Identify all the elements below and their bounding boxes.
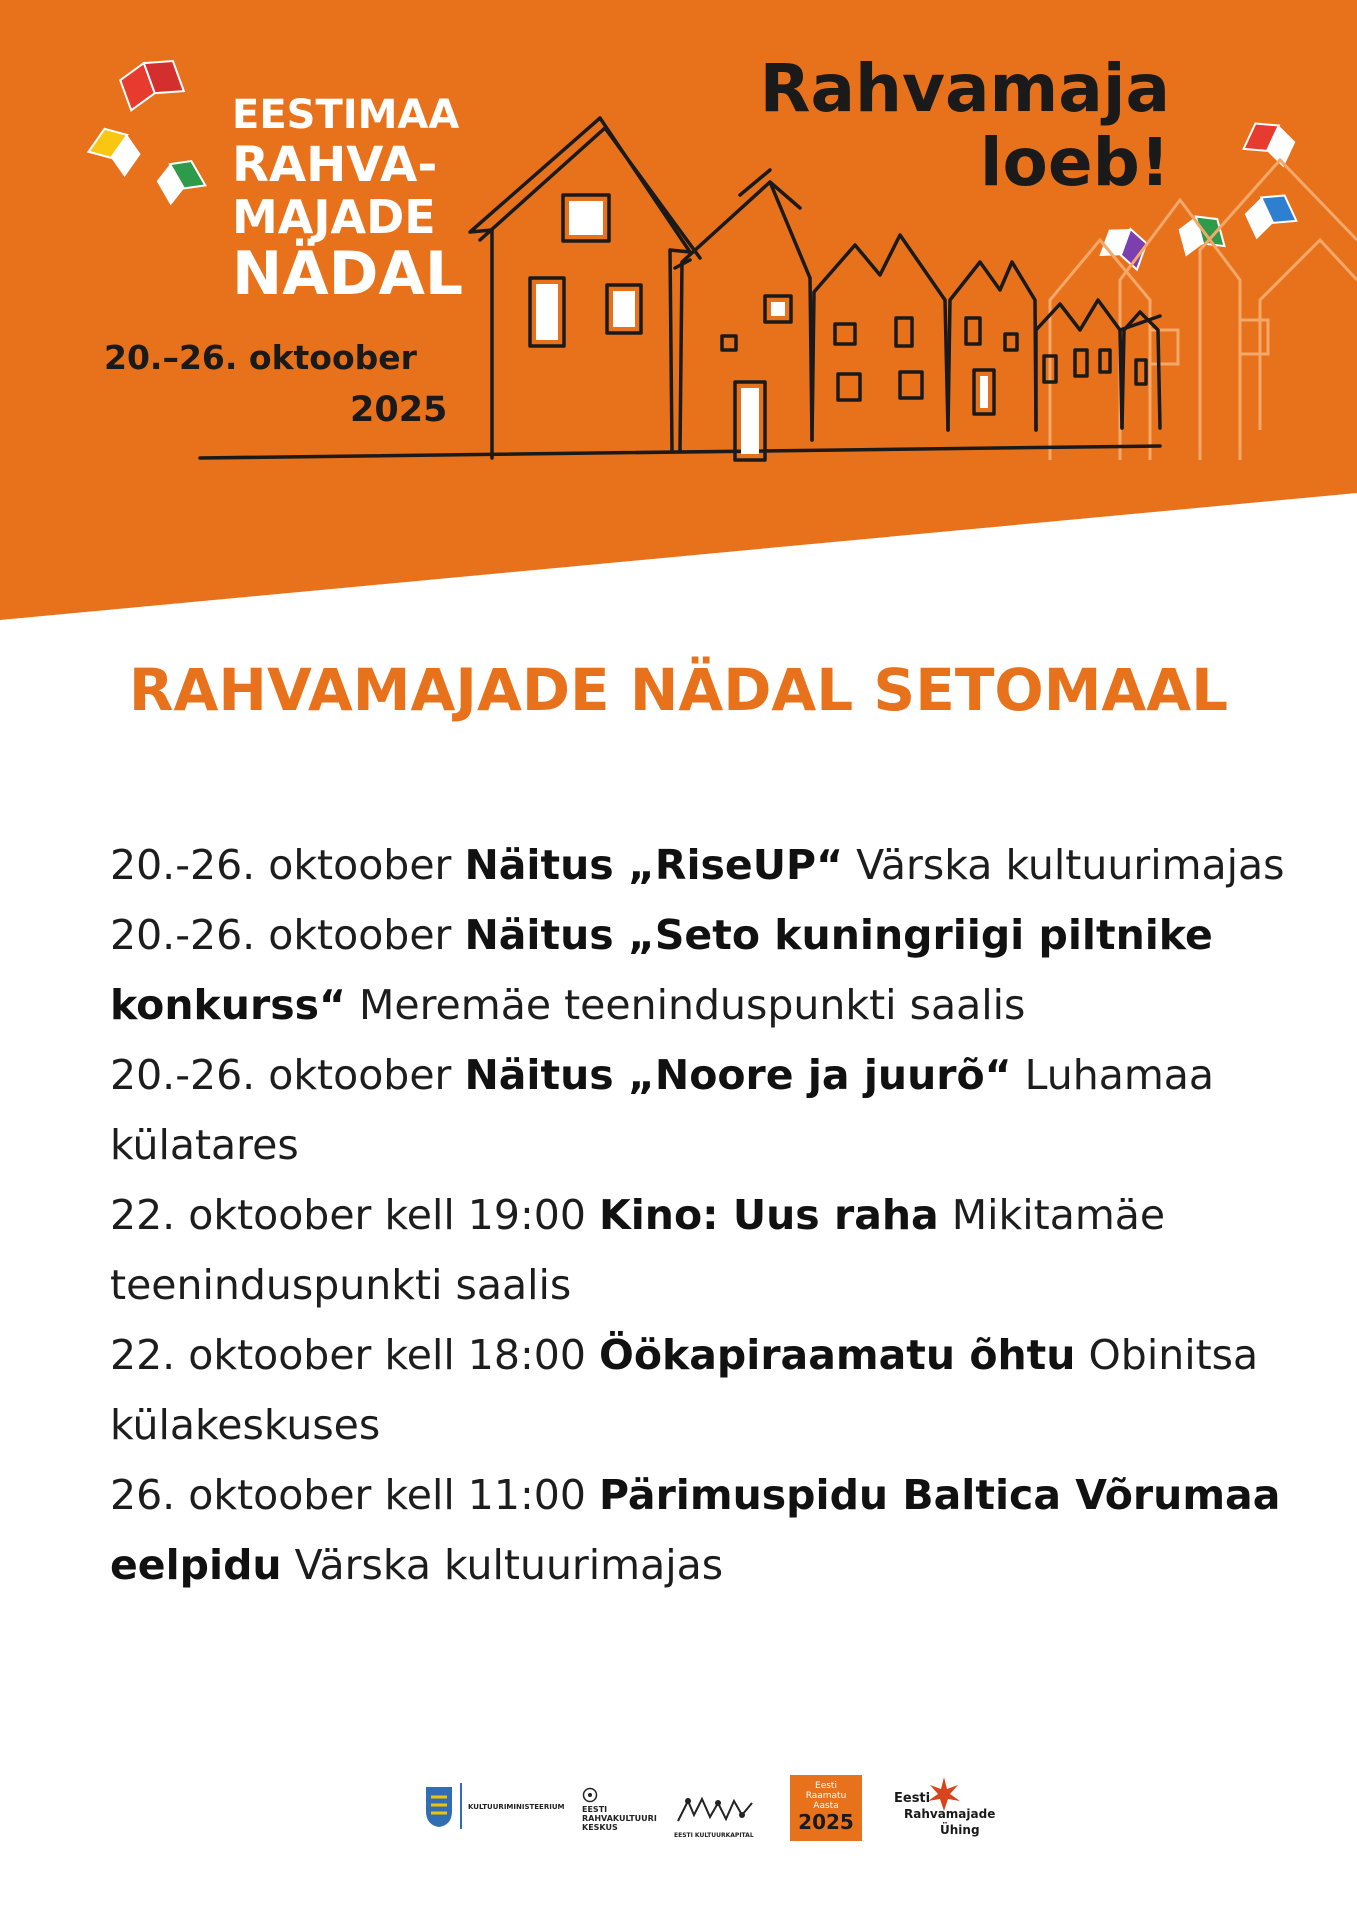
book-year-line3: Aasta [813, 1801, 839, 1811]
event-what: Kino: Uus raha [598, 1191, 939, 1239]
event-where: Meremäe teeninduspunkti saalis [345, 981, 1026, 1029]
event-when: 20.-26. oktoober [110, 1051, 465, 1099]
cultural-endowment-logo [674, 1775, 764, 1845]
folk-culture-centre-icon [582, 1787, 598, 1803]
book-year-logo [790, 1775, 862, 1841]
cultural-endowment-name: EESTI KULTUURKAPITAL [674, 1832, 754, 1839]
event-item [110, 1460, 1290, 1600]
event-when: 20.-26. oktoober [110, 841, 465, 889]
event-where: Obinitsa külakeskuses [110, 1331, 1259, 1449]
festival-name-line4: NÄDAL [232, 239, 464, 309]
event-where: Värska kultuurimajas [843, 841, 1285, 889]
festival-name-line3: MAJADE [232, 190, 436, 244]
event-item [110, 1040, 1290, 1180]
event-when: 20.-26. oktoober [110, 911, 465, 959]
festival-name-line1: EESTIMAA [232, 92, 460, 138]
slogan-line1: Rahvamaja [759, 50, 1170, 127]
event-item [110, 900, 1290, 1040]
event-item [110, 1180, 1290, 1320]
event-where: Värska kultuurimajas [281, 1541, 724, 1589]
slogan-line2: loeb! [979, 124, 1170, 201]
event-what: Näitus „Noore ja juurõ“ [464, 1051, 1012, 1099]
event-what: Pärimuspidu Baltica Võrumaa eelpidu [110, 1471, 1281, 1589]
sponsor-logos [420, 1775, 1020, 1845]
page-title: RAHVAMAJADE NÄDAL SETOMAAL [128, 656, 1229, 724]
folk-culture-centre-logo [580, 1775, 670, 1845]
event-when: 22. oktoober kell 18:00 [110, 1331, 599, 1379]
union-line1: Eesti [894, 1791, 931, 1806]
event-item [110, 1320, 1290, 1460]
slogan [740, 52, 1170, 200]
event-schedule [110, 830, 1290, 1600]
book-year-year: 2025 [798, 1810, 854, 1834]
event-where: Mikitamäe teeninduspunkti saalis [110, 1191, 1166, 1309]
event-when: 26. oktoober kell 11:00 [110, 1471, 599, 1519]
event-what: Näitus „Seto kuningriigi piltnike konkurss“ [110, 911, 1213, 1029]
ministry-logo [424, 1775, 574, 1845]
festival-dates: 20.–26. oktoober [104, 338, 417, 377]
folk-culture-centre-line2: RAHVAKULTUURI [582, 1814, 657, 1823]
union-line2: Rahvamajade [904, 1807, 996, 1821]
event-when: 22. oktoober kell 19:00 [110, 1191, 599, 1239]
event-what: Öökapiraamatu õhtu [598, 1331, 1076, 1379]
event-what: Näitus „RiseUP“ [464, 841, 844, 889]
cultural-endowment-icon [674, 1793, 758, 1827]
ministry-name: KULTUURIMINISTEERIUM [468, 1803, 565, 1811]
folk-culture-centre-line3: KESKUS [582, 1823, 618, 1832]
folk-culture-centre-line1: EESTI [582, 1805, 608, 1814]
event-where: Luhamaa külatares [110, 1051, 1215, 1169]
event-item [110, 830, 1290, 900]
festival-name-line2: RAHVA- [232, 137, 438, 193]
book-year-line2: Raamatu [805, 1791, 847, 1801]
community-centres-union-logo [890, 1775, 1020, 1845]
festival-year: 2025 [350, 390, 448, 430]
festival-name [232, 92, 464, 309]
coat-of-arms-icon [424, 1785, 454, 1829]
book-year-line1: Eesti [815, 1781, 837, 1791]
union-line3: Ühing [940, 1823, 980, 1837]
